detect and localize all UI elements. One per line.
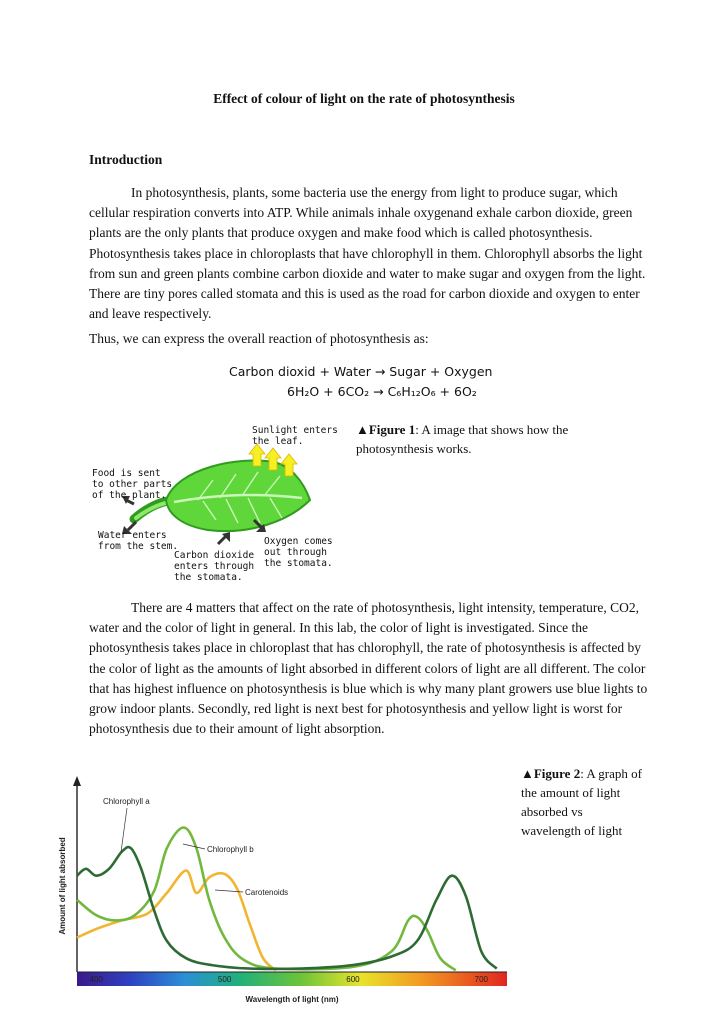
y-axis-arrow bbox=[73, 776, 81, 786]
equation-words: Carbon dioxid + Water → Sugar + Oxygen bbox=[229, 364, 493, 379]
figure2-caption-text: : A graph of the amount of light absorbed vs wavelength of light bbox=[521, 766, 642, 838]
x-tick-label-700: 700 bbox=[474, 975, 489, 984]
x-axis-label: Wavelength of light (nm) bbox=[245, 995, 339, 1004]
label-food: Food is sent to other parts of the plant. bbox=[92, 468, 173, 501]
figure1-caption bbox=[356, 420, 626, 458]
label-carbon-dioxide: Carbon dioxide enters through the stomata. bbox=[174, 550, 255, 583]
absorption-chart bbox=[55, 772, 515, 1012]
intro-text: In photosynthesis, plants, some bacteria use the energy from light to produce sugar, which cellular respiration converts into ATP. While animals inhale oxygenand exhale carbon dioxide, green plants are the only plants that produce oxygen and make food which is called photosynthesis. Photosynthesis takes place in chloroplasts that have chlorophyll in them. Chlorophyll absorbs the light from sun and green plants combine carbon dioxide and water to make sugar and oxygen from the light. There are tiny pores called stomata and this is used as the road for carbon dioxide and oxygen to enter and leave respectively. bbox=[89, 185, 646, 322]
introduction-heading: Introduction bbox=[89, 152, 163, 167]
figure1-caption-text: : A image that shows how the photosynthesis works. bbox=[356, 422, 569, 456]
figure2-caption-label: ▲Figure 2 bbox=[521, 766, 581, 781]
reaction-intro bbox=[89, 329, 649, 349]
x-tick-label-400: 400 bbox=[89, 975, 103, 984]
factors-text: There are 4 matters that affect on the rate of photosynthesis, light intensity, temperature, CO2, water and the color of light in general. In this lab, the color of light is investigated. Since the photosynthesis takes place in chloroplast that has chlorophyll, the rate of photosynthesis is affected by the color of light as the amounts of light absorbed in different colors of light are all different. The color that has highest influence on photosynthesis is blue which is why many plant growers use blue lights to grow indoor plants. Secondly, red light is next best for photosynthesis and yellow light is worst for photosynthesis due to their amount of light absorption. bbox=[89, 600, 648, 737]
leader-chlorophyll-a bbox=[121, 808, 127, 852]
document-title: Effect of colour of light on the rate of photosynthesis bbox=[213, 91, 515, 106]
reaction-intro-text: Thus, we can express the overall reaction of photosynthesis as: bbox=[89, 331, 429, 346]
y-axis-label: Amount of light absorbed bbox=[58, 837, 67, 935]
label-sunlight: Sunlight enters the leaf. bbox=[252, 425, 338, 447]
series-line-chlorophyll-b bbox=[77, 828, 456, 971]
figure2-caption bbox=[521, 764, 643, 840]
figure1-diagram bbox=[88, 420, 350, 588]
series-label-chlorophyll-b: Chlorophyll b bbox=[207, 845, 254, 854]
series-label-chlorophyll-a: Chlorophyll a bbox=[103, 797, 150, 806]
x-tick-label-500: 500 bbox=[217, 975, 232, 984]
introduction-paragraph bbox=[89, 183, 649, 324]
carbon-arrow bbox=[218, 536, 226, 544]
label-oxygen: Oxygen comes out through the stomata. bbox=[264, 536, 333, 569]
water-arrow bbox=[128, 522, 136, 530]
x-tick-label-600: 600 bbox=[346, 975, 360, 984]
series-line-chlorophyll-a bbox=[77, 847, 497, 969]
figure1-caption-label: ▲Figure 1 bbox=[356, 422, 416, 437]
factors-paragraph bbox=[89, 598, 649, 739]
equation-formula: 6H₂O + 6CO₂ → C₆H₁₂O₆ + 6O₂ bbox=[287, 384, 477, 399]
series-label-carotenoids: Carotenoids bbox=[245, 888, 289, 897]
chart-plot-area bbox=[58, 776, 507, 1004]
spectrum-bar bbox=[77, 972, 507, 986]
label-water: Water enters from the stem. bbox=[98, 530, 179, 552]
